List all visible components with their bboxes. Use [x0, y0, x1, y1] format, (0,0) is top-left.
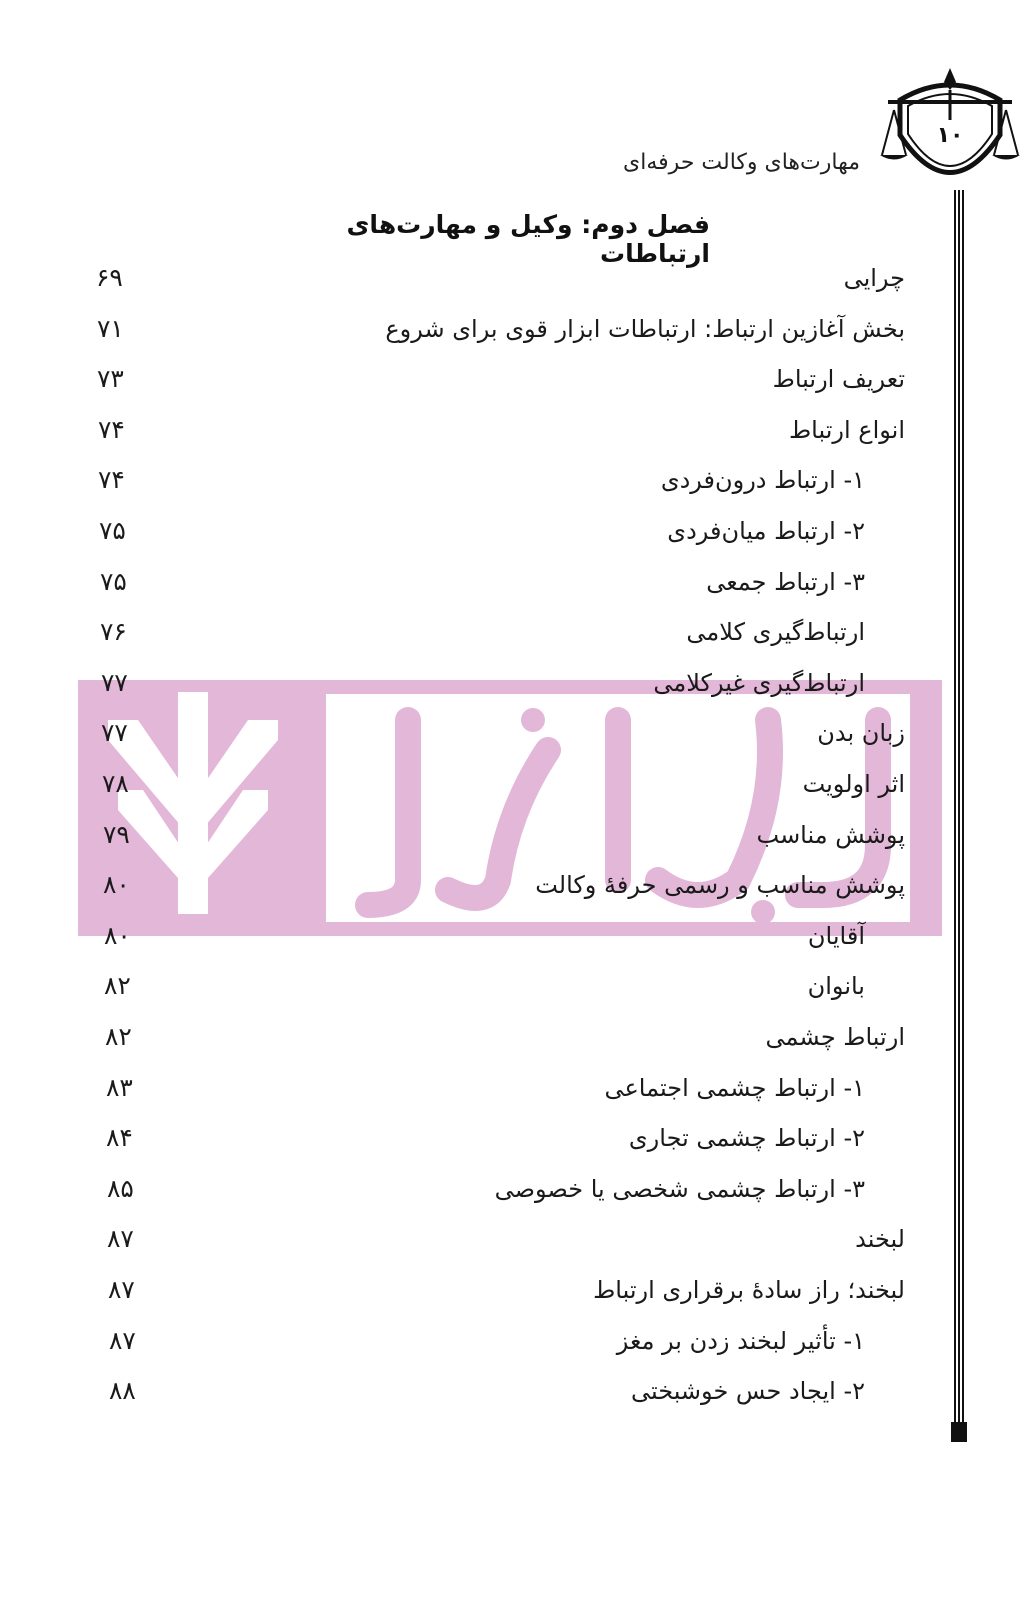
toc-entry-title: ارتباط‌گیری غیرکلامی — [653, 669, 865, 697]
toc-entry-title: ۱- ارتباط چشمی اجتماعی — [604, 1074, 865, 1102]
toc-entry-title: ارتباط‌گیری کلامی — [686, 618, 865, 646]
toc-entry-title: ۲- ارتباط میان‌فردی — [667, 517, 865, 545]
toc-entry — [0, 1217, 1023, 1261]
toc-entry-title: ۱- ارتباط درون‌فردی — [660, 466, 865, 494]
toc-entry-title: آقایان — [807, 922, 865, 950]
toc-entry-title: لبخند؛ راز سادهٔ برقراری ارتباط — [593, 1276, 905, 1304]
toc-entry-page-number: ۸۸ — [109, 1376, 136, 1405]
toc-entry-page-number: ۷۵ — [100, 567, 127, 596]
toc-entry-page-number: ۷۶ — [100, 617, 127, 646]
toc-entry — [0, 509, 1023, 553]
toc-entry-title: ۳- ارتباط چشمی شخصی یا خصوصی — [494, 1175, 865, 1203]
toc-entry — [0, 914, 1023, 958]
toc-entry-page-number: ۸۷ — [109, 1326, 136, 1355]
toc-entry-title: بخش آغازین ارتباط: ارتباطات ابزار قوی برای شروع — [385, 315, 905, 343]
toc-entry — [0, 408, 1023, 452]
toc-entry — [0, 711, 1023, 755]
toc-entry — [0, 560, 1023, 604]
toc-entry — [0, 964, 1023, 1008]
toc-entry-page-number: ۷۷ — [101, 718, 128, 747]
toc-entry-title: ۳- ارتباط جمعی — [706, 568, 865, 596]
running-header: مهارت‌های وکالت حرفه‌ای — [623, 150, 860, 175]
toc-entry-page-number: ۷۴ — [98, 465, 125, 494]
toc-entry-page-number: ۸۲ — [104, 971, 131, 1000]
page-number: ۱۰ — [936, 123, 964, 148]
toc-entry — [0, 1116, 1023, 1160]
toc-entry-page-number: ۸۳ — [106, 1073, 133, 1102]
toc-entry-title: ۲- ارتباط چشمی تجاری — [628, 1124, 865, 1152]
toc-entry — [0, 458, 1023, 502]
toc-entry-title: ۱- تأثیر لبخند زدن بر مغز — [616, 1327, 865, 1355]
toc-entry-page-number: ۸۵ — [107, 1174, 134, 1203]
toc-entry-title: تعریف ارتباط — [772, 365, 905, 393]
toc-entry-page-number: ۷۳ — [97, 364, 124, 393]
toc-entry-title: لبخند — [855, 1225, 905, 1253]
toc-entry-title: پوشش مناسب و رسمی حرفهٔ وکالت — [535, 871, 905, 899]
toc-entry — [0, 307, 1023, 351]
toc-entry-title: ارتباط چشمی — [765, 1023, 905, 1051]
toc-entry-page-number: ۸۷ — [108, 1275, 135, 1304]
toc-entry-page-number: ۷۱ — [97, 314, 124, 343]
toc-entry — [0, 661, 1023, 705]
toc-entry-title: پوشش مناسب — [756, 821, 905, 849]
toc-entry-page-number: ۸۴ — [106, 1123, 133, 1152]
toc-entry — [0, 1167, 1023, 1211]
toc-entry — [0, 610, 1023, 654]
toc-entry-page-number: ۷۵ — [99, 516, 126, 545]
toc-entry — [0, 1319, 1023, 1363]
toc-entry-page-number: ۷۸ — [102, 769, 129, 798]
toc-entry — [0, 863, 1023, 907]
toc-entry-page-number: ۸۷ — [107, 1224, 134, 1253]
toc-entry — [0, 1015, 1023, 1059]
toc-entry — [0, 1066, 1023, 1110]
toc-entry-title: چرایی — [843, 264, 905, 292]
toc-entry-title: اثر اولویت — [802, 770, 905, 798]
toc-entry-title: انواع ارتباط — [788, 416, 905, 444]
toc-entry — [0, 813, 1023, 857]
toc-entry-page-number: ۷۷ — [101, 668, 128, 697]
toc-entry — [0, 1268, 1023, 1312]
toc-entry-title: ۲- ایجاد حس خوشبختی — [630, 1377, 865, 1405]
toc-entry-page-number: ۸۲ — [105, 1022, 132, 1051]
toc-entry — [0, 256, 1023, 300]
toc-entry-page-number: ۶۹ — [96, 263, 123, 292]
toc-entry — [0, 762, 1023, 806]
toc-entry-page-number: ۸۰ — [104, 921, 131, 950]
toc-entry-page-number: ۸۰ — [103, 870, 130, 899]
toc-entry-title: زبان بدن — [817, 719, 905, 747]
toc-entry-page-number: ۷۹ — [103, 820, 130, 849]
toc-entry — [0, 1369, 1023, 1413]
toc-entry — [0, 357, 1023, 401]
chapter-title: فصل دوم: وکیل و مهارت‌های ارتباطات — [346, 210, 710, 268]
toc-entry-title: بانوان — [807, 972, 865, 1000]
toc-entry-page-number: ۷۴ — [98, 415, 125, 444]
